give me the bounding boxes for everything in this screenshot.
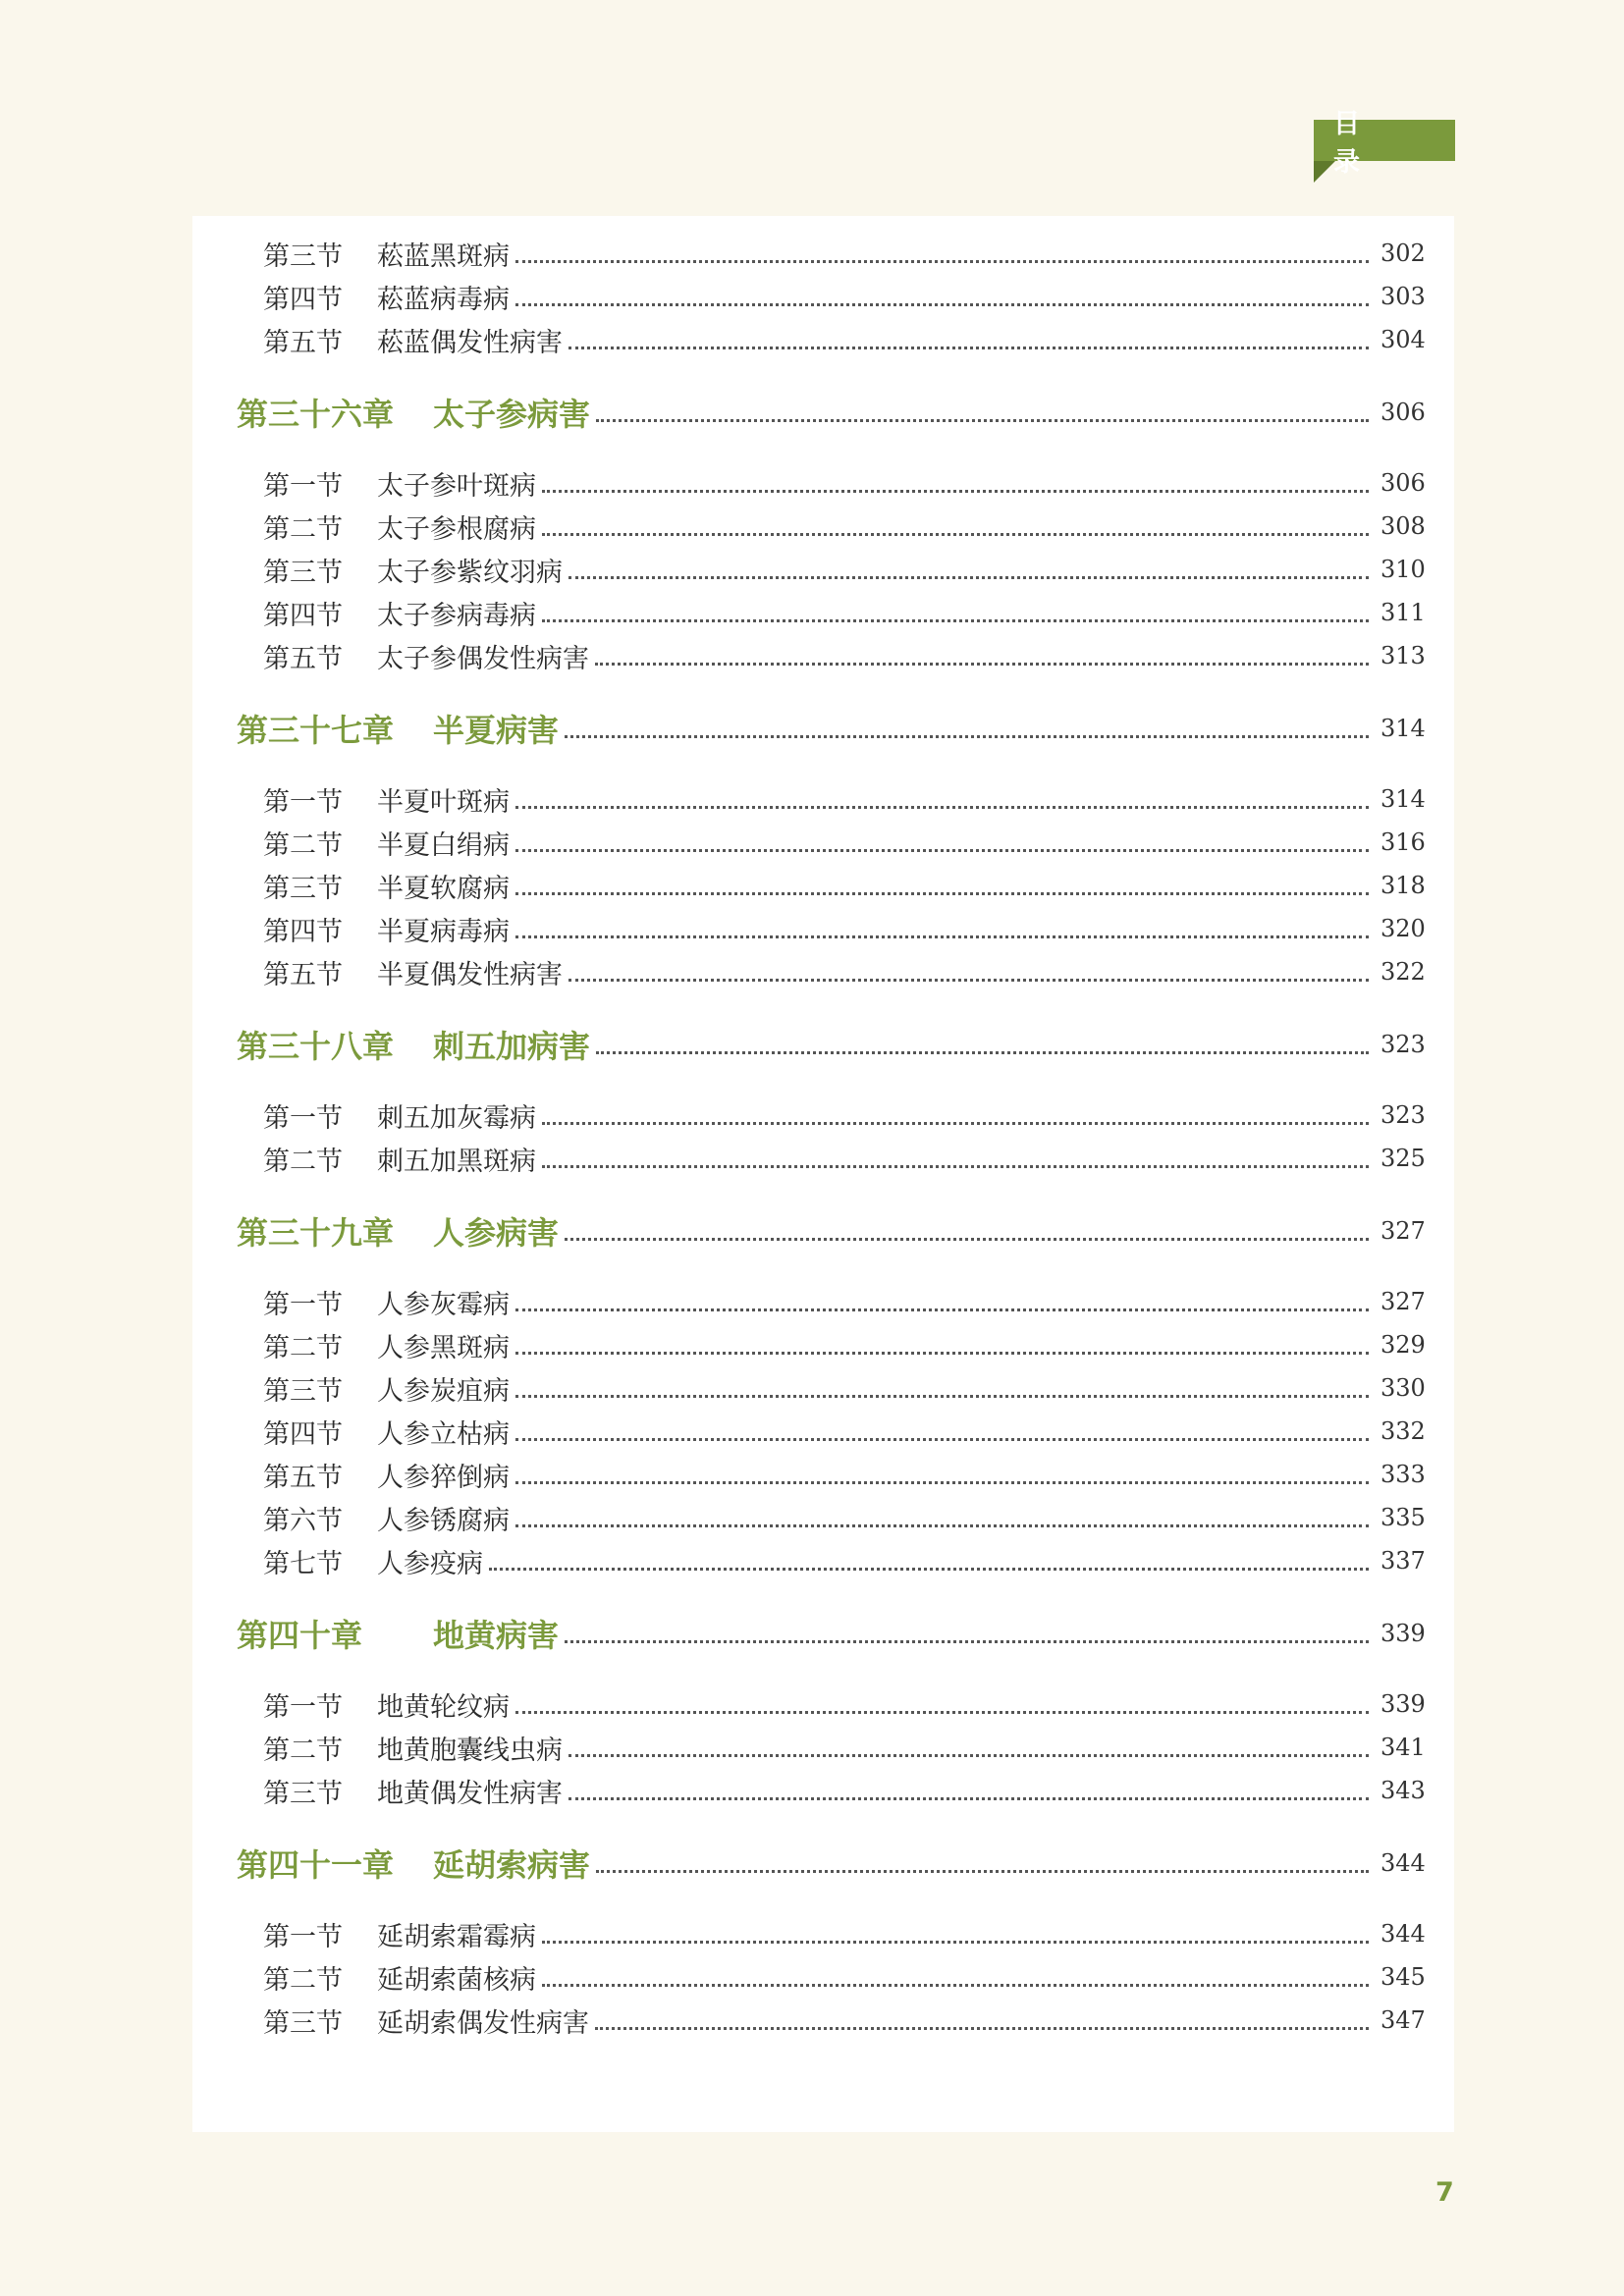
toc-page-number: 314 [1380,785,1426,813]
toc-entry-title: 菘蓝偶发性病害 [377,327,563,358]
toc-entry-title: 太子参偶发性病害 [377,643,589,674]
toc-section-entry[interactable] [192,1280,1454,1323]
toc-section-entry[interactable] [192,864,1454,907]
toc-entry-label [263,278,510,316]
toc-entry-label [237,1208,559,1254]
toc-entry-number: 第四节 [263,284,343,315]
toc-section-entry[interactable] [192,634,1454,677]
dot-leader [565,1238,1369,1241]
toc-section-entry[interactable] [192,275,1454,318]
toc-header-tag: 目 录 [1314,120,1455,161]
toc-entry-title: 延胡索病害 [433,1846,591,1884]
toc-section-entry[interactable] [192,461,1454,505]
dot-leader [565,735,1369,738]
toc-entry-title: 菘蓝病毒病 [377,284,510,315]
dot-leader [596,419,1369,422]
toc-entry-label [263,910,510,948]
dot-leader [565,1640,1369,1643]
dot-leader [542,619,1369,622]
toc-entry-number: 第三节 [263,1375,343,1407]
toc-entry-title: 延胡索霜霉病 [377,1921,536,1952]
toc-entry-number: 第三十九章 [237,1214,395,1252]
toc-entry-number: 第三十七章 [237,712,395,749]
toc-panel [192,216,1454,2132]
toc-page-number: 323 [1380,1101,1426,1129]
toc-entry-label [237,390,590,435]
dot-leader [568,979,1369,982]
toc-page-number: 310 [1380,556,1426,583]
dot-leader [595,2027,1369,2030]
toc-entry-number: 第三节 [263,2007,343,2039]
toc-chapter-entry[interactable] [192,1842,1454,1885]
toc-entry-label [237,706,559,751]
toc-section-entry[interactable] [192,1912,1454,1955]
toc-chapter-entry[interactable] [192,391,1454,434]
toc-entry-label [263,1915,536,1953]
toc-entry-title: 地黄胞囊线虫病 [377,1735,563,1766]
dot-leader [542,533,1369,536]
toc-entry-label [263,1140,536,1178]
toc-section-entry[interactable] [192,950,1454,993]
toc-entry-number: 第五节 [263,959,343,990]
toc-entry-label [263,464,536,503]
toc-chapter-entry[interactable] [192,1612,1454,1655]
toc-entry-label [263,507,536,546]
toc-entry-title: 人参锈腐病 [377,1505,510,1536]
toc-entry-label [263,235,510,273]
toc-entry-title: 人参灰霉病 [377,1289,510,1320]
toc-entry-label [263,1456,510,1494]
toc-entry-number: 第三节 [263,240,343,272]
toc-entry-number: 第二节 [263,1146,343,1177]
dot-leader [515,1438,1369,1441]
dot-leader [542,1984,1369,1987]
toc-entry-number: 第四节 [263,1418,343,1450]
toc-entry-label [263,321,563,359]
toc-entry-title: 地黄轮纹病 [377,1691,510,1723]
toc-entry-label [263,1542,483,1580]
dot-leader [515,1395,1369,1398]
toc-entry-label [263,594,536,632]
toc-section-entry[interactable] [192,1410,1454,1453]
toc-entry-label [237,1022,590,1067]
toc-entry-title: 半夏病毒病 [377,916,510,947]
toc-entry-label [263,1499,510,1537]
toc-entry-label [263,637,589,675]
toc-section-entry[interactable] [192,1769,1454,1812]
dot-leader [515,1524,1369,1527]
toc-entry-title: 太子参病毒病 [377,600,536,631]
dot-leader [568,1754,1369,1757]
toc-section-entry[interactable] [192,1453,1454,1496]
dot-leader [515,806,1369,809]
toc-page-number: 313 [1380,642,1426,669]
toc-page-number: 327 [1380,1288,1426,1315]
toc-entry-number: 第五节 [263,1462,343,1493]
toc-entry-number: 第二节 [263,513,343,545]
toc-entry-title: 太子参病害 [433,396,591,433]
toc-section-entry[interactable] [192,548,1454,591]
toc-entry-number: 第七节 [263,1548,343,1579]
toc-entry-number: 第二节 [263,1964,343,1996]
dot-leader [515,303,1369,306]
dot-leader [489,1568,1369,1571]
dot-leader [596,1051,1369,1054]
toc-page-number: 306 [1380,399,1426,426]
toc-entry-number: 第一节 [263,786,343,818]
toc-page-number: 306 [1380,469,1426,497]
toc-entry-label [263,953,563,991]
toc-entry-number: 第四节 [263,600,343,631]
toc-entry-number: 第二节 [263,829,343,861]
toc-page-number: 339 [1380,1690,1426,1718]
toc-entry-title: 半夏偶发性病害 [377,959,563,990]
dot-leader [515,935,1369,938]
toc-section-entry[interactable] [192,505,1454,548]
dot-leader [515,849,1369,852]
toc-page-number: 303 [1380,283,1426,310]
toc-entry-number: 第三十八章 [237,1028,395,1065]
toc-entry-label [237,1841,590,1886]
toc-entry-title: 半夏软腐病 [377,873,510,904]
toc-entry-number: 第六节 [263,1505,343,1536]
toc-page-number: 341 [1380,1734,1426,1761]
toc-entry-label [263,1772,563,1810]
toc-page-number: 318 [1380,872,1426,899]
toc-section-entry[interactable] [192,1726,1454,1769]
toc-entry-number: 第一节 [263,1102,343,1134]
toc-section-entry[interactable] [192,1955,1454,1999]
toc-section-entry[interactable] [192,318,1454,361]
toc-page-number: 308 [1380,512,1426,540]
toc-entry-number: 第三十六章 [237,396,395,433]
toc-entry-label [263,1958,536,1997]
toc-section-entry[interactable] [192,907,1454,950]
toc-entry-title: 太子参根腐病 [377,513,536,545]
toc-page-number: 330 [1380,1374,1426,1402]
toc-entry-label [263,1685,510,1724]
header-tag-fold [1314,161,1335,183]
toc-page-number: 333 [1380,1461,1426,1488]
toc-page-number: 347 [1380,2006,1426,2034]
toc-entry-title: 人参猝倒病 [377,1462,510,1493]
toc-entry-label [263,551,563,589]
toc-page-number: 332 [1380,1417,1426,1445]
toc-entry-number: 第五节 [263,327,343,358]
toc-entry-title: 地黄偶发性病害 [377,1778,563,1809]
toc-page-number: 343 [1380,1777,1426,1804]
toc-entry-number: 第三节 [263,1778,343,1809]
toc-entry-label [263,867,510,905]
dot-leader [515,1352,1369,1355]
toc-entry-label [263,1096,536,1135]
toc-entry-title: 人参立枯病 [377,1418,510,1450]
toc-entry-title: 延胡索偶发性病害 [377,2007,589,2039]
toc-page-number: 316 [1380,828,1426,856]
toc-page-number: 335 [1380,1504,1426,1531]
dot-leader [515,1711,1369,1714]
toc-entry-title: 太子参叶斑病 [377,470,536,502]
dot-leader [596,1870,1369,1873]
toc-section-entry[interactable] [192,1496,1454,1539]
toc-entry-label [263,1369,510,1408]
toc-entry-number: 第五节 [263,643,343,674]
toc-entry-label [237,1611,559,1656]
toc-page-number: 314 [1380,715,1426,742]
toc-entry-number: 第一节 [263,1691,343,1723]
toc-section-entry[interactable] [192,232,1454,275]
toc-entry-title: 延胡索菌核病 [377,1964,536,1996]
toc-page-number: 327 [1380,1217,1426,1245]
dot-leader [542,1941,1369,1944]
toc-page-number: 311 [1380,599,1426,626]
toc-page-number: 329 [1380,1331,1426,1359]
toc-section-entry[interactable] [192,1094,1454,1137]
toc-page-number: 344 [1380,1849,1426,1877]
toc-section-entry[interactable] [192,1999,1454,2042]
toc-entry-number: 第四十一章 [237,1846,395,1884]
toc-entry-label [263,1326,510,1364]
dot-leader [568,347,1369,349]
dot-leader [542,490,1369,493]
dot-leader [515,260,1369,263]
toc-section-entry[interactable] [192,1682,1454,1726]
toc-section-entry[interactable] [192,777,1454,821]
toc-entry-title: 半夏白绢病 [377,829,510,861]
toc-entry-number: 第二节 [263,1735,343,1766]
dot-leader [542,1122,1369,1125]
dot-leader [515,1481,1369,1484]
toc-page-number: 320 [1380,915,1426,942]
toc-entry-title: 刺五加黑斑病 [377,1146,536,1177]
toc-entry-title: 半夏叶斑病 [377,786,510,818]
toc-entry-number: 第四十章 [237,1617,363,1654]
toc-page-number: 344 [1380,1920,1426,1948]
toc-page-number: 345 [1380,1963,1426,1991]
toc-page-number: 323 [1380,1031,1426,1058]
dot-leader [515,1308,1369,1311]
toc-section-entry[interactable] [192,1366,1454,1410]
toc-entry-label [263,1283,510,1321]
toc-entry-title: 地黄病害 [433,1617,560,1654]
toc-entry-label [263,1413,510,1451]
toc-entry-title: 人参病害 [433,1214,560,1252]
toc-page-number: 325 [1380,1145,1426,1172]
toc-entry-label [263,780,510,819]
dot-leader [568,1797,1369,1800]
toc-page-number: 322 [1380,958,1426,986]
toc-entry-title: 太子参紫纹羽病 [377,557,563,588]
dot-leader [568,576,1369,579]
toc-section-entry[interactable] [192,1137,1454,1180]
toc-entry-label [263,824,510,862]
toc-chapter-entry[interactable] [192,1209,1454,1253]
toc-entry-number: 第一节 [263,1921,343,1952]
toc-section-entry[interactable] [192,821,1454,864]
page-number: 7 [1435,2177,1454,2208]
toc-page-number: 337 [1380,1547,1426,1575]
toc-entry-title: 刺五加灰霉病 [377,1102,536,1134]
toc-entry-number: 第一节 [263,470,343,502]
toc-entry-title: 菘蓝黑斑病 [377,240,510,272]
toc-entry-number: 第三节 [263,873,343,904]
dot-leader [542,1165,1369,1168]
toc-page-number: 339 [1380,1620,1426,1647]
toc-section-entry[interactable] [192,1323,1454,1366]
toc-entry-number: 第四节 [263,916,343,947]
toc-section-entry[interactable] [192,1539,1454,1582]
toc-entry-title: 刺五加病害 [433,1028,591,1065]
toc-entry-title: 人参黑斑病 [377,1332,510,1363]
toc-page-number: 304 [1380,326,1426,353]
dot-leader [515,892,1369,895]
toc-chapter-entry[interactable] [192,1023,1454,1066]
toc-entry-number: 第二节 [263,1332,343,1363]
toc-entry-number: 第一节 [263,1289,343,1320]
dot-leader [595,663,1369,666]
toc-entry-title: 人参炭疽病 [377,1375,510,1407]
toc-entry-title: 人参疫病 [377,1548,483,1579]
toc-entry-number: 第三节 [263,557,343,588]
toc-section-entry[interactable] [192,591,1454,634]
toc-entry-label [263,1729,563,1767]
toc-chapter-entry[interactable] [192,707,1454,750]
toc-entry-title: 半夏病害 [433,712,560,749]
toc-page-number: 302 [1380,240,1426,267]
toc-entry-label [263,2002,589,2040]
